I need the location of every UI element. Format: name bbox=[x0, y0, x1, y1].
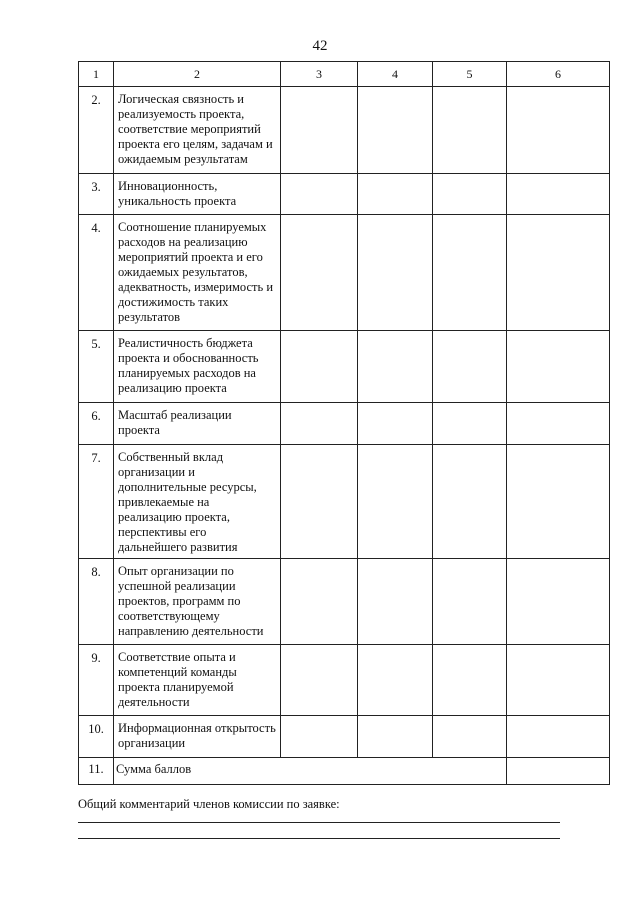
comment-line[interactable] bbox=[78, 822, 560, 823]
score-cell[interactable] bbox=[507, 559, 610, 645]
score-cell[interactable] bbox=[507, 215, 610, 331]
score-cell[interactable] bbox=[507, 403, 610, 445]
score-cell[interactable] bbox=[433, 403, 507, 445]
score-cell[interactable] bbox=[507, 445, 610, 559]
criterion-text: Собственный вклад организации и дополнительные ресурсы, привлекаемые на реализацию проекта, перспективы его дальнейшего развития bbox=[114, 445, 281, 559]
row-number: 4. bbox=[79, 215, 114, 331]
criterion-text: Опыт организации по успешной реализации проектов, программ по соответствующему направлению деятельности bbox=[114, 559, 281, 645]
score-cell[interactable] bbox=[358, 716, 433, 758]
row-number: 8. bbox=[79, 559, 114, 645]
score-cell[interactable] bbox=[358, 215, 433, 331]
score-cell[interactable] bbox=[433, 331, 507, 403]
score-cell[interactable] bbox=[507, 174, 610, 215]
score-cell[interactable] bbox=[433, 87, 507, 174]
total-label: Сумма баллов bbox=[114, 758, 507, 785]
header-col-6: 6 bbox=[507, 62, 610, 87]
score-cell[interactable] bbox=[281, 645, 358, 716]
score-cell[interactable] bbox=[358, 87, 433, 174]
score-cell[interactable] bbox=[281, 445, 358, 559]
header-col-1: 1 bbox=[79, 62, 114, 87]
total-score-cell[interactable] bbox=[507, 758, 610, 785]
table-row bbox=[79, 716, 610, 758]
score-cell[interactable] bbox=[507, 645, 610, 716]
header-col-5: 5 bbox=[433, 62, 507, 87]
score-cell[interactable] bbox=[433, 559, 507, 645]
score-cell[interactable] bbox=[281, 559, 358, 645]
header-col-3: 3 bbox=[281, 62, 358, 87]
table-row bbox=[79, 445, 610, 559]
score-cell[interactable] bbox=[507, 716, 610, 758]
score-cell[interactable] bbox=[281, 403, 358, 445]
header-col-4: 4 bbox=[358, 62, 433, 87]
criterion-text: Соотношение планируемых расходов на реализацию мероприятий проекта и его ожидаемых результатов, адекватность, измеримость и достижимость таких результатов bbox=[114, 215, 281, 331]
total-row-number: 11. bbox=[79, 758, 114, 785]
score-cell[interactable] bbox=[358, 403, 433, 445]
table-row bbox=[79, 87, 610, 174]
score-cell[interactable] bbox=[433, 445, 507, 559]
criterion-text: Масштаб реализации проекта bbox=[114, 403, 281, 445]
row-number: 2. bbox=[79, 87, 114, 174]
criterion-text: Соответствие опыта и компетенций команды проекта планируемой деятельности bbox=[114, 645, 281, 716]
score-cell[interactable] bbox=[281, 174, 358, 215]
criterion-text: Информационная открытость организации bbox=[114, 716, 281, 758]
score-cell[interactable] bbox=[281, 215, 358, 331]
row-number: 5. bbox=[79, 331, 114, 403]
score-cell[interactable] bbox=[433, 645, 507, 716]
score-cell[interactable] bbox=[358, 645, 433, 716]
row-number: 7. bbox=[79, 445, 114, 559]
table-row bbox=[79, 645, 610, 716]
score-cell[interactable] bbox=[433, 215, 507, 331]
table-row bbox=[79, 331, 610, 403]
score-cell[interactable] bbox=[433, 174, 507, 215]
criterion-text: Инновационность, уникальность проекта bbox=[114, 174, 281, 215]
score-cell[interactable] bbox=[281, 331, 358, 403]
table-row bbox=[79, 215, 610, 331]
score-cell[interactable] bbox=[358, 331, 433, 403]
criterion-text: Реалистичность бюджета проекта и обоснованность планируемых расходов на реализацию проекта bbox=[114, 331, 281, 403]
header-row bbox=[79, 62, 610, 87]
row-number: 10. bbox=[79, 716, 114, 758]
row-number: 3. bbox=[79, 174, 114, 215]
row-number: 6. bbox=[79, 403, 114, 445]
evaluation-table bbox=[78, 61, 610, 785]
table-row bbox=[79, 403, 610, 445]
comment-label: Общий комментарий членов комиссии по заявке: bbox=[78, 797, 340, 811]
table-row bbox=[79, 174, 610, 215]
score-cell[interactable] bbox=[507, 331, 610, 403]
score-cell[interactable] bbox=[507, 87, 610, 174]
score-cell[interactable] bbox=[433, 716, 507, 758]
row-number: 9. bbox=[79, 645, 114, 716]
score-cell[interactable] bbox=[358, 445, 433, 559]
score-cell[interactable] bbox=[358, 559, 433, 645]
table-row bbox=[79, 559, 610, 645]
criterion-text: Логическая связность и реализуемость проекта, соответствие мероприятий проекта его целям, задачам и ожидаемым результатам bbox=[114, 87, 281, 174]
score-cell[interactable] bbox=[281, 87, 358, 174]
total-row bbox=[79, 758, 610, 785]
score-cell[interactable] bbox=[281, 716, 358, 758]
header-col-2: 2 bbox=[114, 62, 281, 87]
comment-line[interactable] bbox=[78, 838, 560, 839]
score-cell[interactable] bbox=[358, 174, 433, 215]
page-number: 42 bbox=[312, 38, 328, 54]
